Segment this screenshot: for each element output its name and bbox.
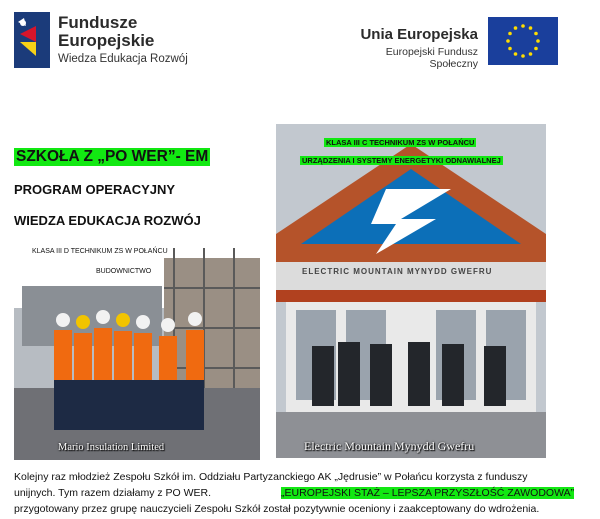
eu-star-icon [534,32,538,36]
building-sign: ELECTRIC MOUNTAIN MYNYDD GWEFRU [302,267,493,276]
eu-star-icon [534,47,538,51]
eu-star-icon [521,54,525,58]
fe-title-block [58,14,188,65]
program-title: PROGRAM OPERACYJNY [14,182,176,197]
ue-title-block [340,26,478,70]
fundusze-europejskie-logo-icon [14,12,50,68]
body-line-2 [14,485,589,501]
left-photo-caption-2: BUDOWNICTWO [96,268,152,275]
school-title: SZKOŁA Z „PO WER”- EM [16,148,209,165]
eu-star-icon [506,39,510,43]
right-photo-caption-1: KLASA III C TECHNIKUM ZS W POŁAŃCU [326,138,475,147]
fe-title-line1: Fundusze [58,13,138,32]
right-photo-caption-2: URZĄDZENIA I SYSTEMY ENERGETYKI ODNAWIALNEJ [302,156,501,165]
eu-star-icon [514,52,518,56]
eu-star-icon [514,26,518,30]
program-subtitle: WIEDZA EDUKACJA ROZWÓJ [14,213,201,228]
electric-mountain-image [276,124,546,458]
right-photo-bottom-caption: Electric Mountain Mynydd Gwefru [304,439,475,453]
ue-subtitle: Europejski Fundusz Społeczny [385,46,478,70]
body-line-2a: unijnych. Tym razem działamy z PO WER. [14,487,212,499]
body-paragraph [14,469,589,517]
left-photo-caption-1: KLASA III D TECHNIKUM ZS W POŁAŃCU [32,248,168,255]
eu-star-icon [529,52,533,56]
eu-flag-icon [488,17,558,65]
photo-energy-class [276,124,546,458]
body-line-3: przygotowany przez grupę nauczycieli Zespołu Szkół został pozytywnie oceniony i zaakceptowany do wdrożenia. [14,503,540,515]
eu-star-icon [536,39,540,43]
eu-star-icon [529,26,533,30]
eu-star-icon [508,47,512,51]
fe-subtitle: Wiedza Edukacja Rozwój [58,52,188,65]
project-name-highlight: „EUROPEJSKI STAŻ – LEPSZA PRZYSZŁOŚĆ ZAWODOWA” [281,487,575,499]
eu-star-icon [508,32,512,36]
fe-title-line2: Europejskie [58,30,155,50]
eu-star-icon [521,24,525,28]
left-photo-bottom-caption: Mario Insulation Limited [58,442,165,453]
photo-construction-class [14,238,260,460]
body-line-1: Kolejny raz młodzież Zespołu Szkół im. Oddziału Partyzanckiego AK „Jędrusie” w Połańcu korzysta z funduszy [14,471,528,483]
ue-title: Unia Europejska [360,26,478,43]
